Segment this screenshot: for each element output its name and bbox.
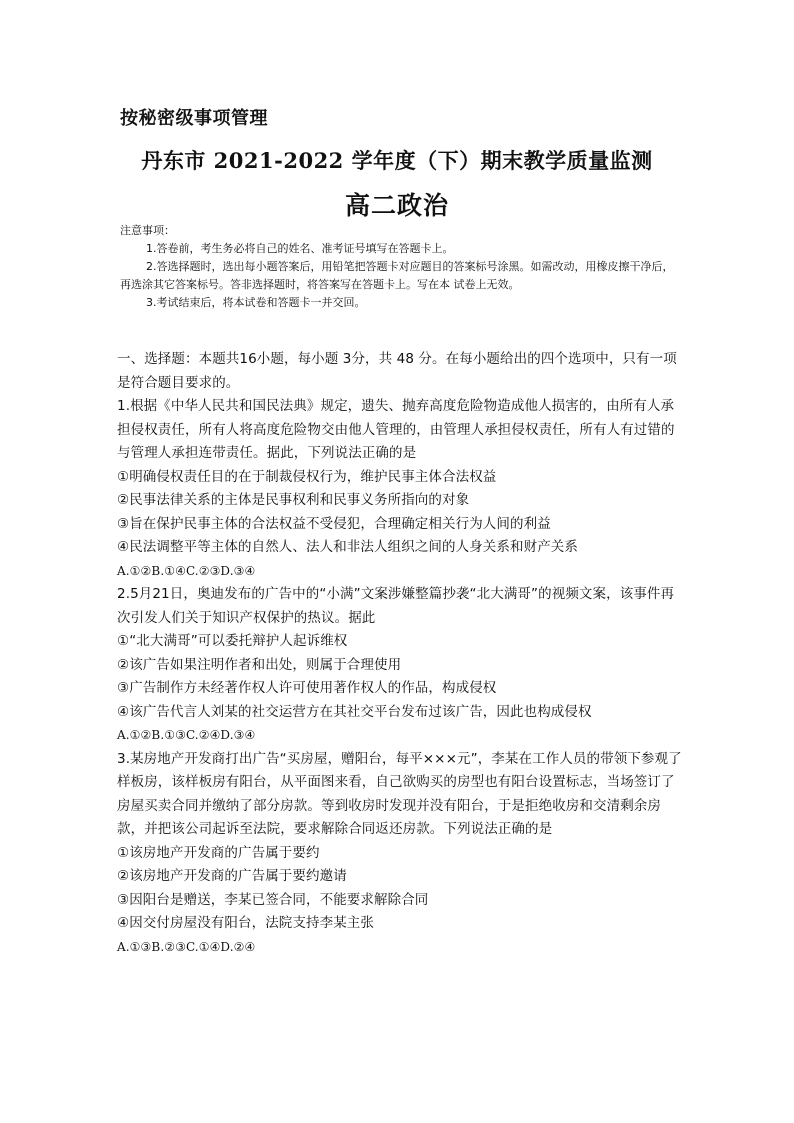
question-stem: 2.5月21日，奥迪发布的广告中的“小满”文案涉嫌整篇抄袭“北大满哥”的视频文案，该事件再次引发人们关于知识产权保护的热议。据此 [117, 586, 675, 626]
question-option: ①明确侵权责任目的在于制裁侵权行为，维护民事主体合法权益 [117, 468, 497, 485]
notice-item-2: 2.答选择题时，选出每小题答案后，用铅笔把答题卡对应题目的答案标号涂黑。如需改动，用橡皮擦干净后，再选涂其它答案标号。答非选择题时，将答案写在答题卡上。写在本 试卷上无效。 [120, 260, 674, 291]
confidential-label: 按秘密级事项管理 [120, 108, 268, 129]
question-option: ②民事法律关系的主体是民事权利和民事义务所指向的对象 [117, 492, 470, 508]
question-content [117, 348, 683, 959]
notice-item-1: 1.答卷前，考生务必将自己的姓名、准考证号填写在答题卡上。 [146, 242, 454, 255]
question-option: ④该广告代言人刘某的社交运营方在其社交平台发布过该广告，因此也构成侵权 [117, 703, 592, 720]
notice-item-3: 3.考试结束后，将本试卷和答题卡一并交回。 [146, 296, 366, 309]
question-stem: 3.某房地产开发商打出广告“买房屋，赠阳台，每平×××元”，李某在工作人员的带领下参观了样板房，该样板房有阳台，从平面图来看，自己欲购买的房型也有阳台设置标志，当场签订了房屋买卖合同并缴纳了部分房款。等到收房时发现并没有阳台，于是拒绝收房和交清剩余房款，并把该公司起诉至法院，要求解除合同返还房款。下列说法正确的是 [117, 750, 682, 837]
question-option: ③因阳台是赠送，李某已签合同，不能要求解除合同 [117, 891, 429, 908]
question-3 [117, 748, 683, 960]
question-stem: 1.根据《中华人民共和国民法典》规定，遗失、抛弃高度危险物造成他人损害的，由所有人承担侵权责任，所有人将高度危险物交由他人管理的，由管理人承担侵权责任，所有人有过错的与管理人承担连带责任。据此，下列说法正确的是 [117, 398, 675, 461]
question-1 [117, 395, 683, 583]
question-option: ④因交付房屋没有阳台，法院支持李某主张 [117, 915, 375, 931]
question-option: ②该广告如果注明作者和出处，则属于合理使用 [117, 656, 402, 673]
answer-choices: A.①②B.①③C.②④D.③④ [117, 728, 256, 742]
subject-title: 高二政治 [344, 191, 449, 220]
question-option: ③广告制作方未经著作权人许可使用著作权人的作品，构成侵权 [117, 680, 497, 696]
notice-heading: 注意事项： [120, 224, 175, 237]
notice-block [120, 222, 680, 312]
question-option: ②该房地产开发商的广告属于要约邀请 [117, 868, 347, 884]
question-option: ①“北大满哥”可以委托辩护人起诉维权 [117, 633, 348, 649]
question-2 [117, 583, 683, 748]
answer-choices: A.①②B.①④C.②③D.③④ [117, 563, 256, 578]
section-instruction: 一、选择题：本题共16小题，每小题 3分，共 48 分。在每小题给出的四个选项中，只有一项是符合题目要求的。 [117, 351, 677, 391]
question-option: ③旨在保护民事主体的合法权益不受侵犯，合理确定相关行为人间的利益 [117, 515, 551, 532]
answer-choices: A.①③B.②③C.①④D.②④ [117, 939, 256, 954]
question-option: ④民法调整平等主体的自然人、法人和非法人组织之间的人身关系和财产关系 [117, 539, 579, 555]
exam-title: 丹东市 2021-2022 学年度（下）期末教学质量监测 [141, 148, 653, 173]
question-option: ①该房地产开发商的广告属于要约 [117, 844, 320, 861]
